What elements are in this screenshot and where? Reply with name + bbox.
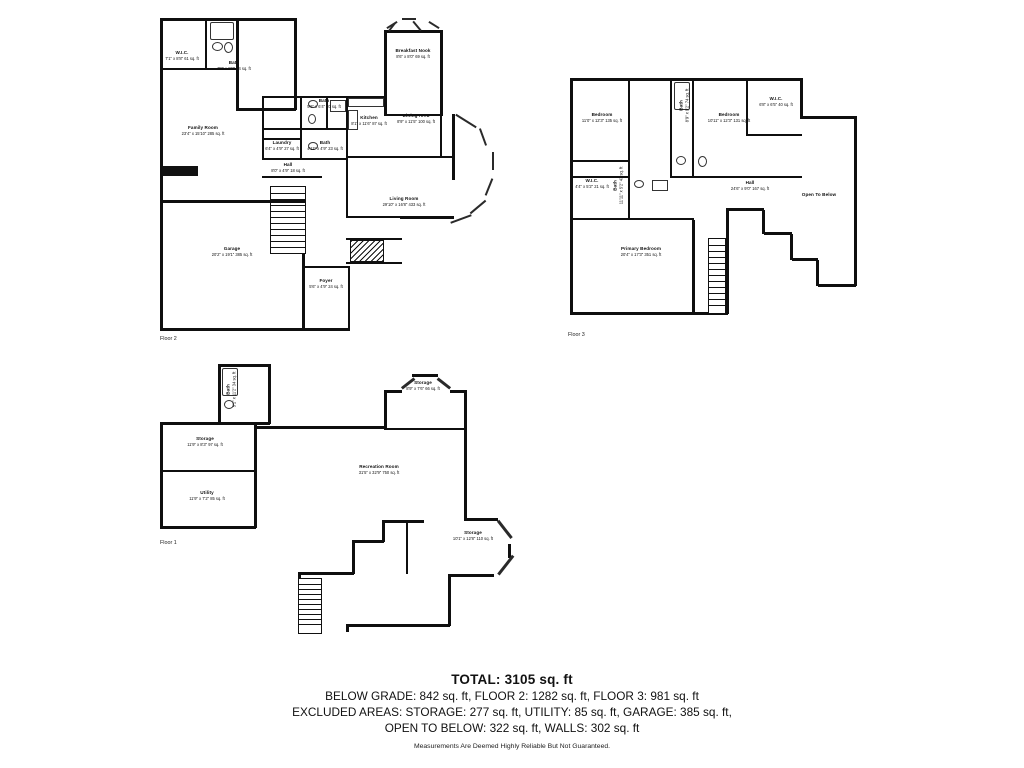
room-label: Bath 5'1" x 11'2" 34 sq. ft — [225, 371, 237, 408]
room-label: Laundry 6'4" x 4'9" 27 sq. ft — [265, 140, 299, 151]
disclaimer-note: Measurements Are Deemed Highly Reliable But Not Guaranteed. — [413, 743, 611, 750]
area-breakdown-line-2: EXCLUDED AREAS: STORAGE: 277 sq. ft, UTILITY: 85 sq. ft, GARAGE: 385 sq. ft, — [292, 705, 732, 719]
total-area: TOTAL: 3105 sq. ft — [451, 672, 573, 687]
room-label: Living Room 29'10" x 16'8" 433 sq. ft — [382, 196, 426, 207]
room-label: Bath 7'8" x 8'8" 64 sq. ft — [217, 60, 251, 71]
room-label: W.I.C. 4'4" x 5'2" 21 sq. ft — [575, 178, 609, 189]
floor-1-plan — [150, 350, 550, 650]
floor-1-label: Floor 1 — [160, 540, 177, 546]
room-label: Utility 11'9" x 7'2" 85 sq. ft — [189, 490, 225, 501]
room-label: Foyer 5'6" x 4'9" 24 sq. ft — [309, 278, 343, 289]
room-label: Hall 8'0" x 4'9" 18 sq. ft — [271, 162, 305, 173]
room-label: Hall 24'6" x 9'0" 167 sq. ft — [730, 180, 770, 191]
room-label: Open To Below — [801, 192, 837, 197]
room-label: W.I.C. 7'1" x 8'8" 61 sq. ft — [165, 50, 199, 61]
room-label: Bath 4'11" x 4'9" 23 sq. ft — [307, 140, 343, 151]
room-label: Storage 10'1" x 12'8" 110 sq. ft — [452, 530, 494, 541]
area-breakdown-line-3: OPEN TO BELOW: 322 sq. ft, WALLS: 302 sq. ft — [384, 721, 640, 735]
summary-block — [0, 672, 1024, 750]
floor-2-plan — [150, 10, 550, 340]
room-label: Storage 11'9" x 8'3" 97 sq. ft — [187, 436, 223, 447]
room-label: Garage 20'2" x 19'1" 385 sq. ft — [211, 246, 253, 257]
room-label: Bedroom 11'0" x 12'3" 135 sq. ft — [581, 112, 623, 123]
room-label: Bath 5'6" x 6'4" 20 sq. ft — [307, 98, 341, 109]
room-label: Bedroom 10'11" x 12'3" 131 sq. ft — [707, 112, 751, 123]
area-breakdown-line-1: BELOW GRADE: 842 sq. ft, FLOOR 2: 1282 sq. ft, FLOOR 3: 981 sq. ft — [325, 689, 699, 703]
room-label: Storage 8'9" x 7'6" 66 sq. ft — [406, 380, 440, 391]
room-label: Family Room 23'4" x 15'10" 285 sq. ft — [181, 125, 225, 136]
room-label: Recreation Room 31'5" x 32'9" 750 sq. ft — [358, 464, 400, 475]
room-label: Dining Area 8'9" x 11'5" 100 sq. ft — [397, 113, 435, 124]
room-label: Kitchen 8'1" x 11'6" 87 sq. ft — [351, 115, 387, 126]
floor-3-label: Floor 3 — [568, 332, 585, 338]
floor-2-label: Floor 2 — [160, 336, 177, 342]
room-label: W.I.C. 6'8" x 6'5" 40 sq. ft — [759, 96, 793, 107]
room-label: Primary Bedroom 20'4" x 17'3" 351 sq. ft — [620, 246, 662, 257]
room-label: Bath 11'11" x 5'2" 43 sq. ft — [612, 166, 624, 205]
floor-3-plan — [560, 60, 880, 350]
room-label: Breakfast Nook 8'6" x 8'0" 69 sq. ft — [395, 48, 431, 59]
room-label: Bath 8'9" x 9'2" 74 sq. ft — [678, 88, 690, 123]
